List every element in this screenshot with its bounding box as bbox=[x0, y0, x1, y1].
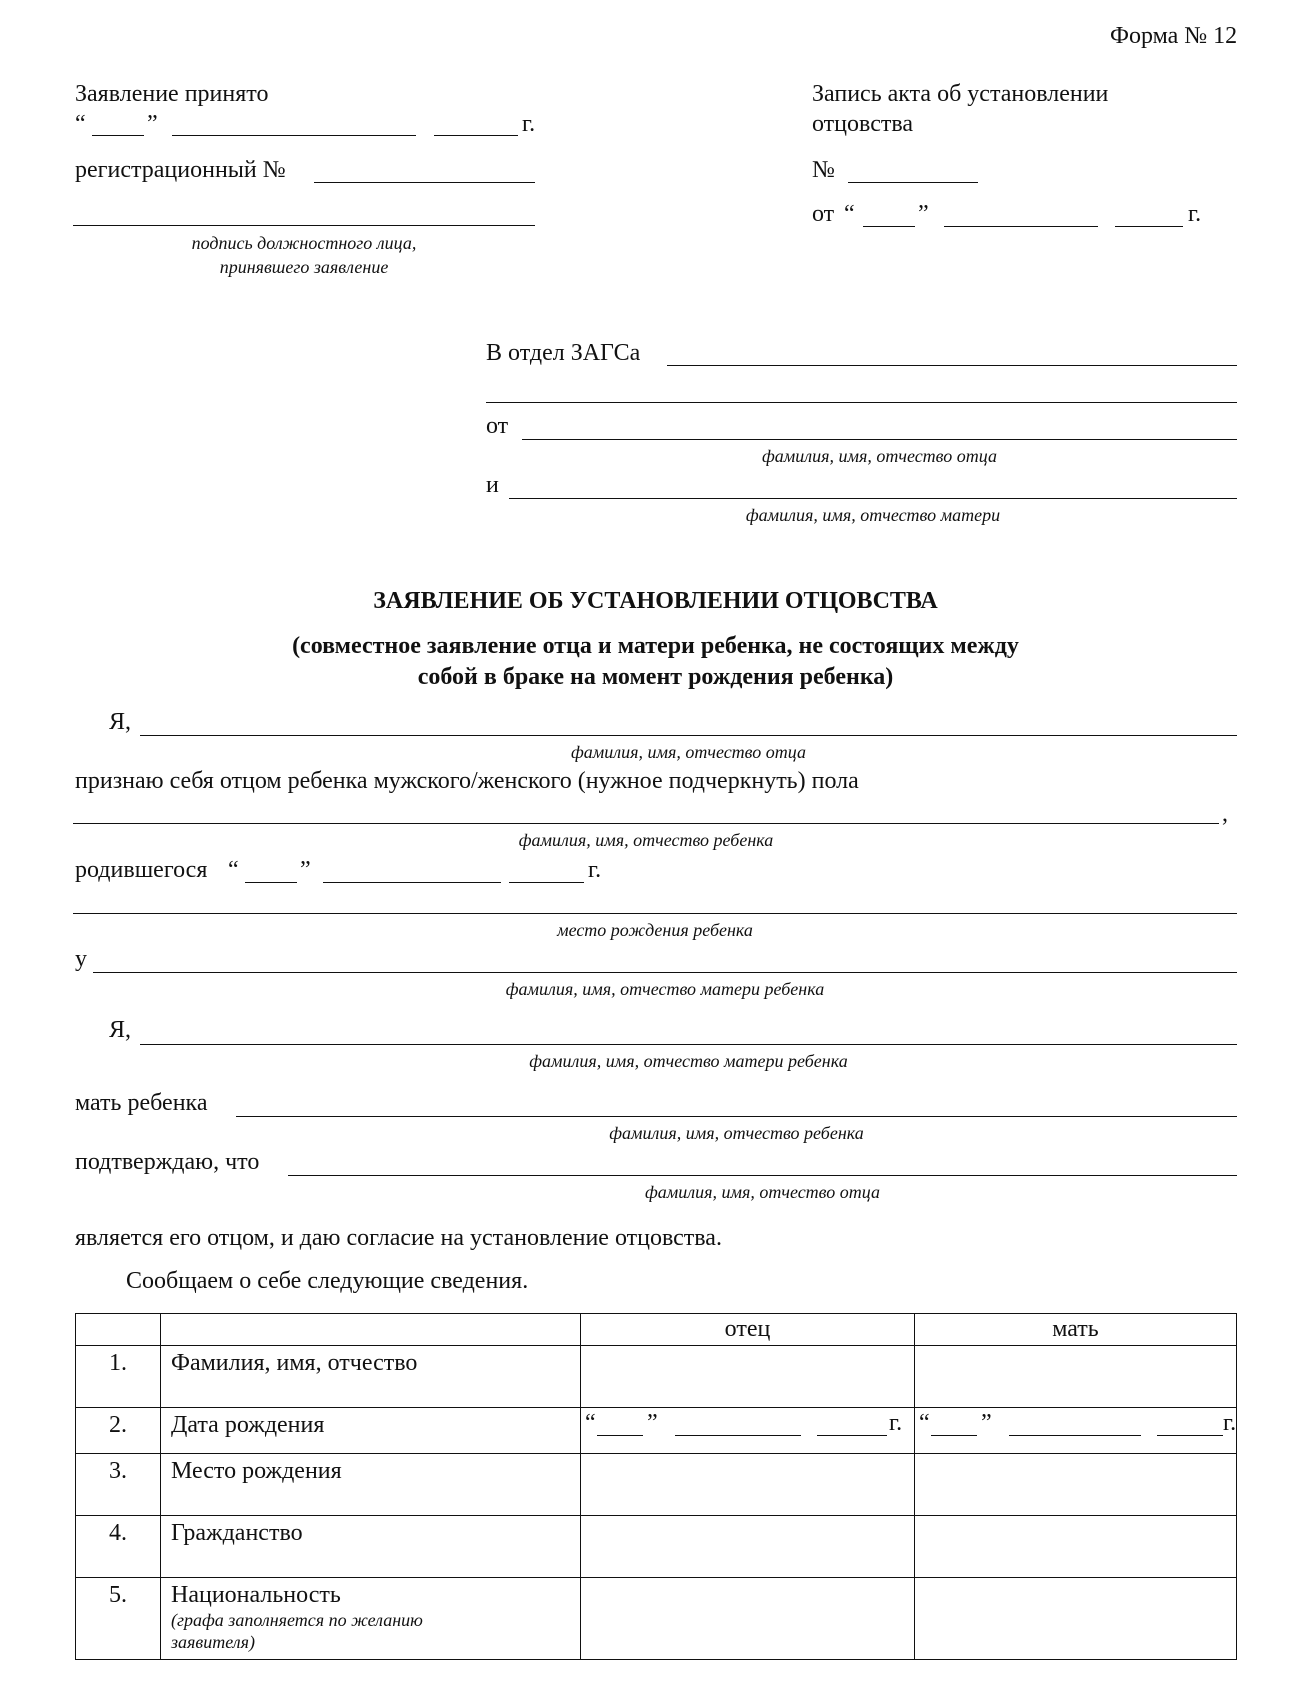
born-month-field[interactable] bbox=[323, 882, 501, 883]
document-subtitle-line1: (совместное заявление отца и матери ребенка, не состоящих между bbox=[292, 633, 1019, 659]
row-label: Дата рождения bbox=[161, 1408, 581, 1454]
record-date-quote-open: “ bbox=[844, 201, 855, 227]
mother-birthplace-cell[interactable] bbox=[915, 1454, 1237, 1516]
mother-birthdate-cell[interactable] bbox=[915, 1408, 1237, 1454]
table-row bbox=[76, 1516, 1237, 1578]
mother-nationality-cell[interactable] bbox=[915, 1578, 1237, 1660]
signature-caption-line2: принявшего заявление bbox=[219, 257, 389, 277]
row-label: Гражданство bbox=[161, 1516, 581, 1578]
mother-birth-year-field[interactable] bbox=[1157, 1435, 1223, 1436]
date-year-suffix: г. bbox=[1223, 1410, 1237, 1436]
col-mother-header: мать bbox=[915, 1314, 1237, 1346]
father-birth-year-field[interactable] bbox=[817, 1435, 887, 1436]
signature-caption-line1: подпись должностного лица, bbox=[191, 233, 417, 253]
row-label-cell bbox=[161, 1578, 581, 1660]
registration-number-field[interactable] bbox=[314, 182, 535, 183]
father-nationality-cell[interactable] bbox=[581, 1578, 915, 1660]
accepted-date-quote-open: “ bbox=[75, 111, 86, 137]
office-field[interactable] bbox=[667, 365, 1237, 366]
row-label: Фамилия, имя, отчество bbox=[161, 1346, 581, 1408]
row-label: Место рождения bbox=[161, 1454, 581, 1516]
table-row bbox=[76, 1346, 1237, 1408]
accepted-year-suffix: г. bbox=[522, 111, 536, 137]
mother-statement-caption: фамилия, имя, отчество матери ребенка bbox=[529, 1051, 848, 1071]
date-quote-close: ” bbox=[647, 1410, 658, 1436]
accepted-date-quote-close: ” bbox=[147, 111, 158, 137]
birthplace-field[interactable] bbox=[73, 913, 1237, 914]
date-quote-open: “ bbox=[585, 1410, 596, 1436]
office-field-line2[interactable] bbox=[486, 402, 1237, 403]
father-statement-name-field[interactable] bbox=[140, 735, 1237, 736]
mother-fullname-cell[interactable] bbox=[915, 1346, 1237, 1408]
form-number: Форма № 12 bbox=[1110, 23, 1238, 49]
born-year-field[interactable] bbox=[509, 882, 584, 883]
father-statement-caption: фамилия, имя, отчество отца bbox=[571, 742, 806, 762]
mother-statement-name-field[interactable] bbox=[140, 1044, 1237, 1045]
father-fullname-cell[interactable] bbox=[581, 1346, 915, 1408]
registration-label: регистрационный № bbox=[75, 157, 286, 183]
record-year-suffix: г. bbox=[1188, 201, 1202, 227]
record-month-field[interactable] bbox=[944, 226, 1098, 227]
record-label-line1: Запись акта об установлении bbox=[812, 81, 1109, 107]
applicant-info-table bbox=[75, 1313, 1237, 1660]
row-note: (графа заполняется по желанию заявителя) bbox=[171, 1610, 423, 1652]
child-name-comma: , bbox=[1222, 801, 1228, 827]
record-year-field[interactable] bbox=[1115, 226, 1183, 227]
mother-name-caption: фамилия, имя, отчество матери bbox=[745, 505, 1001, 525]
col-father-header: отец bbox=[581, 1314, 915, 1346]
date-quote-open: “ bbox=[919, 1410, 930, 1436]
child-name-field[interactable] bbox=[73, 823, 1219, 824]
and-label: и bbox=[486, 472, 499, 498]
birthplace-caption: место рождения ребенка bbox=[557, 920, 753, 940]
born-label: родившегося bbox=[75, 857, 208, 883]
row-number: 2. bbox=[76, 1408, 161, 1454]
record-day-field[interactable] bbox=[863, 226, 915, 227]
record-number-label: № bbox=[812, 157, 835, 183]
father-name-field[interactable] bbox=[522, 439, 1237, 440]
from-label: от bbox=[486, 413, 509, 439]
accepted-day-field[interactable] bbox=[92, 135, 144, 136]
mother-of-child-field[interactable] bbox=[93, 972, 1237, 973]
at-label: у bbox=[75, 946, 87, 972]
record-label-line2: отцовства bbox=[812, 111, 914, 137]
row-number: 3. bbox=[76, 1454, 161, 1516]
confirm-label: подтверждаю, что bbox=[75, 1149, 260, 1175]
father-birthplace-cell[interactable] bbox=[581, 1454, 915, 1516]
table-header-row bbox=[76, 1314, 1237, 1346]
date-quote-close: ” bbox=[981, 1410, 992, 1436]
child-name-caption-2: фамилия, имя, отчество ребенка bbox=[609, 1123, 864, 1143]
child-name-caption: фамилия, имя, отчество ребенка bbox=[518, 830, 774, 850]
father-birthdate-cell[interactable] bbox=[581, 1408, 915, 1454]
father-citizenship-cell[interactable] bbox=[581, 1516, 915, 1578]
row-label: Национальность bbox=[171, 1582, 341, 1608]
consent-text: является его отцом, и даю согласие на установление отцовства. bbox=[75, 1225, 722, 1251]
record-number-field[interactable] bbox=[848, 182, 978, 183]
child-name-field-2[interactable] bbox=[236, 1116, 1237, 1117]
table-row bbox=[76, 1454, 1237, 1516]
born-quote-open: “ bbox=[228, 857, 239, 883]
accepted-year-field[interactable] bbox=[434, 135, 518, 136]
born-year-suffix: г. bbox=[588, 857, 602, 883]
info-intro: Сообщаем о себе следующие сведения. bbox=[126, 1268, 529, 1294]
record-from-label: от bbox=[812, 201, 835, 227]
mother-citizenship-cell[interactable] bbox=[915, 1516, 1237, 1578]
row-number: 5. bbox=[76, 1578, 161, 1660]
row-number: 1. bbox=[76, 1346, 161, 1408]
father-name-field-2[interactable] bbox=[288, 1175, 1237, 1176]
header-num-cell bbox=[76, 1314, 161, 1346]
mother-of-label: мать ребенка bbox=[75, 1090, 208, 1116]
record-date-quote-close: ” bbox=[918, 201, 929, 227]
table-row bbox=[76, 1408, 1237, 1454]
mother-name-field[interactable] bbox=[509, 498, 1237, 499]
born-day-field[interactable] bbox=[245, 882, 297, 883]
father-name-caption: фамилия, имя, отчество отца bbox=[762, 446, 997, 466]
office-label: В отдел ЗАГСа bbox=[486, 340, 641, 366]
mother-of-child-caption: фамилия, имя, отчество матери ребенка bbox=[505, 979, 825, 999]
document-subtitle-line2: собой в браке на момент рождения ребенка) bbox=[417, 664, 894, 690]
born-quote-close: ” bbox=[300, 857, 311, 883]
mother-birth-month-field[interactable] bbox=[1009, 1435, 1141, 1436]
accepted-label: Заявление принято bbox=[75, 81, 269, 107]
date-year-suffix: г. bbox=[889, 1410, 903, 1436]
header-label-cell bbox=[161, 1314, 581, 1346]
row-number: 4. bbox=[76, 1516, 161, 1578]
accepted-month-field[interactable] bbox=[172, 135, 416, 136]
father-name-caption-2: фамилия, имя, отчество отца bbox=[645, 1182, 880, 1202]
mother-birth-day-field[interactable] bbox=[931, 1435, 977, 1436]
table-row bbox=[76, 1578, 1237, 1660]
father-birth-month-field[interactable] bbox=[675, 1435, 801, 1436]
father-birth-day-field[interactable] bbox=[597, 1435, 643, 1436]
document-title: ЗАЯВЛЕНИЕ ОБ УСТАНОВЛЕНИИ ОТЦОВСТВА bbox=[373, 588, 938, 614]
official-signature-field[interactable] bbox=[73, 225, 535, 226]
father-i-label: Я, bbox=[109, 709, 132, 735]
mother-i-label: Я, bbox=[109, 1017, 132, 1043]
recognize-text: признаю себя отцом ребенка мужского/женского (нужное подчеркнуть) пола bbox=[75, 768, 859, 794]
